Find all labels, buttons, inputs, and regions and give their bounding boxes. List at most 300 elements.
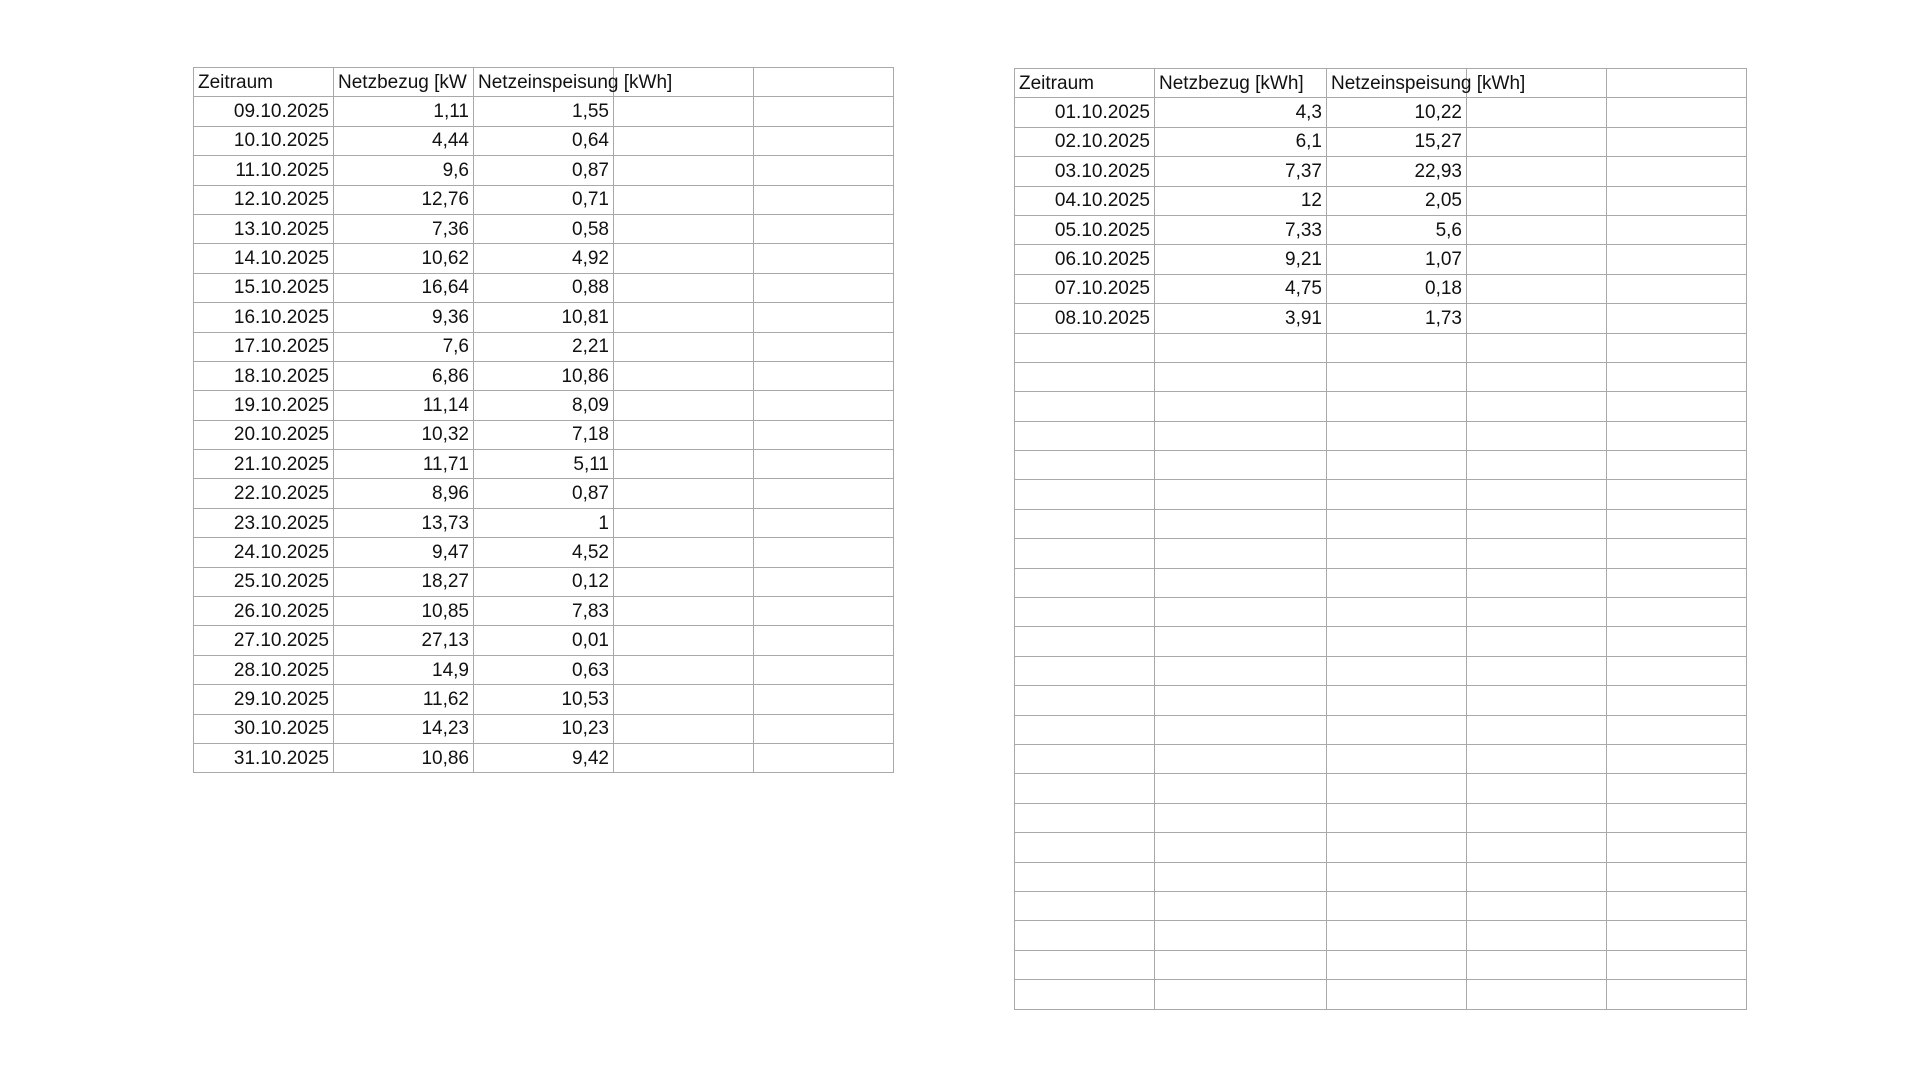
empty-cell[interactable] xyxy=(1155,862,1327,891)
table-cell[interactable]: 11,71 xyxy=(334,450,474,479)
empty-cell[interactable] xyxy=(1327,333,1467,362)
header-cell-1[interactable] xyxy=(1015,69,1155,98)
table-row xyxy=(1015,215,1747,244)
table-cell[interactable] xyxy=(614,156,754,185)
table-cell[interactable] xyxy=(1467,304,1607,333)
table-cell[interactable]: 03.10.2025 xyxy=(1015,157,1155,186)
empty-cell[interactable] xyxy=(1327,539,1467,568)
table-cell[interactable]: 5,11 xyxy=(474,450,614,479)
table-cell[interactable] xyxy=(754,538,894,567)
table-cell[interactable]: 11.10.2025 xyxy=(194,156,334,185)
table-cell[interactable]: 19.10.2025 xyxy=(194,391,334,420)
empty-cell[interactable] xyxy=(1327,950,1467,979)
table-cell[interactable]: 10,32 xyxy=(334,420,474,449)
empty-cell[interactable] xyxy=(1467,539,1607,568)
empty-cell[interactable] xyxy=(1155,980,1327,1009)
table-cell[interactable]: 5,6 xyxy=(1327,215,1467,244)
table-cell[interactable]: 31.10.2025 xyxy=(194,743,334,772)
empty-cell[interactable] xyxy=(1327,392,1467,421)
table-cell[interactable]: 17.10.2025 xyxy=(194,332,334,361)
table-row xyxy=(194,597,894,626)
table-cell[interactable]: 25.10.2025 xyxy=(194,567,334,596)
empty-cell[interactable] xyxy=(1467,921,1607,950)
table-cell[interactable]: 9,47 xyxy=(334,538,474,567)
empty-cell[interactable] xyxy=(1467,980,1607,1009)
table-cell[interactable]: 0,71 xyxy=(474,185,614,214)
table-cell[interactable]: 12,76 xyxy=(334,185,474,214)
empty-cell[interactable] xyxy=(1015,480,1155,509)
table-cell[interactable] xyxy=(754,655,894,684)
empty-cell[interactable] xyxy=(1015,568,1155,597)
empty-row xyxy=(1015,568,1747,597)
table-cell[interactable] xyxy=(614,185,754,214)
empty-cell[interactable] xyxy=(1467,862,1607,891)
table-cell[interactable] xyxy=(1607,157,1747,186)
empty-cell[interactable] xyxy=(1607,627,1747,656)
table-cell[interactable] xyxy=(1467,215,1607,244)
table-cell[interactable] xyxy=(754,303,894,332)
empty-cell[interactable] xyxy=(1015,451,1155,480)
empty-cell[interactable] xyxy=(1015,921,1155,950)
empty-row xyxy=(1015,803,1747,832)
table-cell[interactable] xyxy=(754,714,894,743)
table-cell[interactable] xyxy=(614,214,754,243)
empty-cell[interactable] xyxy=(1327,744,1467,773)
table-cell[interactable]: 10,53 xyxy=(474,685,614,714)
table-cell[interactable]: 8,09 xyxy=(474,391,614,420)
empty-row xyxy=(1015,744,1747,773)
empty-cell[interactable] xyxy=(1155,598,1327,627)
empty-row xyxy=(1015,715,1747,744)
table-cell[interactable]: 02.10.2025 xyxy=(1015,127,1155,156)
empty-cell[interactable] xyxy=(1607,774,1747,803)
empty-cell[interactable] xyxy=(1015,333,1155,362)
empty-cell[interactable] xyxy=(1467,392,1607,421)
table-cell[interactable] xyxy=(1607,215,1747,244)
table-cell[interactable]: 6,86 xyxy=(334,361,474,390)
table-cell[interactable] xyxy=(614,714,754,743)
empty-cell[interactable] xyxy=(1327,627,1467,656)
table-cell[interactable]: 12.10.2025 xyxy=(194,185,334,214)
header-label: Netzbezug [kW xyxy=(338,71,467,93)
table-cell[interactable] xyxy=(614,508,754,537)
table-cell[interactable]: 20.10.2025 xyxy=(194,420,334,449)
empty-cell[interactable] xyxy=(1015,598,1155,627)
empty-cell[interactable] xyxy=(1155,803,1327,832)
empty-cell[interactable] xyxy=(1607,539,1747,568)
table-cell[interactable] xyxy=(754,479,894,508)
table-cell[interactable] xyxy=(754,626,894,655)
table-cell[interactable]: 1,11 xyxy=(334,97,474,126)
empty-cell[interactable] xyxy=(1155,333,1327,362)
table-cell[interactable] xyxy=(754,244,894,273)
empty-cell[interactable] xyxy=(1327,568,1467,597)
empty-cell[interactable] xyxy=(1607,451,1747,480)
table-cell[interactable]: 01.10.2025 xyxy=(1015,98,1155,127)
empty-cell[interactable] xyxy=(1155,480,1327,509)
table-cell[interactable]: 23.10.2025 xyxy=(194,508,334,537)
empty-cell[interactable] xyxy=(1155,568,1327,597)
empty-cell[interactable] xyxy=(1467,509,1607,538)
table-cell[interactable]: 4,3 xyxy=(1155,98,1327,127)
table-cell[interactable] xyxy=(614,361,754,390)
table-cell[interactable]: 10,23 xyxy=(474,714,614,743)
empty-cell[interactable] xyxy=(1155,451,1327,480)
empty-cell[interactable] xyxy=(1327,598,1467,627)
empty-cell[interactable] xyxy=(1015,803,1155,832)
table-cell[interactable]: 0,01 xyxy=(474,626,614,655)
table-cell[interactable]: 8,96 xyxy=(334,479,474,508)
empty-cell[interactable] xyxy=(1467,833,1607,862)
table-cell[interactable]: 4,44 xyxy=(334,126,474,155)
empty-cell[interactable] xyxy=(1015,509,1155,538)
empty-cell[interactable] xyxy=(1155,715,1327,744)
table-cell[interactable]: 7,33 xyxy=(1155,215,1327,244)
table-cell[interactable]: 3,91 xyxy=(1155,304,1327,333)
empty-cell[interactable] xyxy=(1467,451,1607,480)
table-cell[interactable] xyxy=(754,450,894,479)
table-cell[interactable] xyxy=(614,567,754,596)
empty-cell[interactable] xyxy=(1327,891,1467,920)
table-cell[interactable]: 05.10.2025 xyxy=(1015,215,1155,244)
table-cell[interactable] xyxy=(754,156,894,185)
empty-cell[interactable] xyxy=(1015,362,1155,391)
table-cell[interactable]: 12 xyxy=(1155,186,1327,215)
table-cell[interactable]: 7,6 xyxy=(334,332,474,361)
table-cell[interactable]: 4,75 xyxy=(1155,274,1327,303)
empty-cell[interactable] xyxy=(1155,833,1327,862)
empty-cell[interactable] xyxy=(1467,686,1607,715)
empty-cell[interactable] xyxy=(1015,686,1155,715)
table-cell[interactable]: 14,23 xyxy=(334,714,474,743)
empty-cell[interactable] xyxy=(1467,333,1607,362)
table-cell[interactable] xyxy=(614,655,754,684)
table-cell[interactable]: 7,18 xyxy=(474,420,614,449)
table-cell[interactable]: 0,58 xyxy=(474,214,614,243)
table-cell[interactable] xyxy=(1607,127,1747,156)
empty-cell[interactable] xyxy=(1607,950,1747,979)
table-cell[interactable] xyxy=(614,538,754,567)
empty-cell[interactable] xyxy=(1327,362,1467,391)
table-cell[interactable]: 6,1 xyxy=(1155,127,1327,156)
table-cell[interactable] xyxy=(614,450,754,479)
table-cell[interactable] xyxy=(754,214,894,243)
empty-cell[interactable] xyxy=(1607,509,1747,538)
table-cell[interactable] xyxy=(614,97,754,126)
table-cell[interactable]: 30.10.2025 xyxy=(194,714,334,743)
header-cell-5[interactable] xyxy=(754,68,894,97)
empty-cell[interactable] xyxy=(1155,539,1327,568)
table-cell[interactable] xyxy=(754,420,894,449)
table-cell[interactable]: 11,14 xyxy=(334,391,474,420)
empty-cell[interactable] xyxy=(1467,950,1607,979)
empty-cell[interactable] xyxy=(1015,950,1155,979)
table-cell[interactable]: 4,52 xyxy=(474,538,614,567)
table-cell[interactable]: 10,86 xyxy=(474,361,614,390)
table-cell[interactable] xyxy=(1467,127,1607,156)
empty-cell[interactable] xyxy=(1155,921,1327,950)
table-row xyxy=(194,655,894,684)
empty-cell[interactable] xyxy=(1467,803,1607,832)
empty-cell[interactable] xyxy=(1467,627,1607,656)
empty-cell[interactable] xyxy=(1327,774,1467,803)
table-cell[interactable]: 1,07 xyxy=(1327,245,1467,274)
table-cell[interactable]: 14,9 xyxy=(334,655,474,684)
table-cell[interactable]: 04.10.2025 xyxy=(1015,186,1155,215)
table-cell[interactable] xyxy=(1467,274,1607,303)
empty-row xyxy=(1015,509,1747,538)
empty-cell[interactable] xyxy=(1155,509,1327,538)
empty-cell[interactable] xyxy=(1015,392,1155,421)
empty-cell[interactable] xyxy=(1155,744,1327,773)
empty-cell[interactable] xyxy=(1327,451,1467,480)
empty-cell[interactable] xyxy=(1155,656,1327,685)
table-cell[interactable] xyxy=(754,361,894,390)
table-cell[interactable]: 24.10.2025 xyxy=(194,538,334,567)
table-cell[interactable] xyxy=(1467,157,1607,186)
table-cell[interactable]: 22.10.2025 xyxy=(194,479,334,508)
table-cell[interactable] xyxy=(754,391,894,420)
empty-cell[interactable] xyxy=(1467,480,1607,509)
empty-cell[interactable] xyxy=(1327,803,1467,832)
empty-cell[interactable] xyxy=(1327,980,1467,1009)
table-cell[interactable]: 16,64 xyxy=(334,273,474,302)
empty-cell[interactable] xyxy=(1467,598,1607,627)
empty-cell[interactable] xyxy=(1327,480,1467,509)
empty-cell[interactable] xyxy=(1015,833,1155,862)
spreadsheet-table-right xyxy=(1014,68,1747,1010)
table-cell[interactable]: 2,21 xyxy=(474,332,614,361)
table-cell[interactable]: 1 xyxy=(474,508,614,537)
empty-cell[interactable] xyxy=(1155,950,1327,979)
table-cell[interactable]: 9,36 xyxy=(334,303,474,332)
table-cell[interactable] xyxy=(1607,274,1747,303)
table-cell[interactable]: 09.10.2025 xyxy=(194,97,334,126)
table-cell[interactable]: 0,18 xyxy=(1327,274,1467,303)
table-cell[interactable]: 07.10.2025 xyxy=(1015,274,1155,303)
table-cell[interactable]: 13,73 xyxy=(334,508,474,537)
empty-row xyxy=(1015,921,1747,950)
table-cell[interactable] xyxy=(614,273,754,302)
header-cell-2[interactable] xyxy=(334,68,474,97)
empty-cell[interactable] xyxy=(1327,921,1467,950)
table-cell[interactable] xyxy=(614,743,754,772)
empty-cell[interactable] xyxy=(1327,833,1467,862)
table-cell[interactable]: 0,87 xyxy=(474,479,614,508)
empty-cell[interactable] xyxy=(1327,715,1467,744)
table-cell[interactable]: 16.10.2025 xyxy=(194,303,334,332)
table-cell[interactable] xyxy=(614,303,754,332)
empty-cell[interactable] xyxy=(1015,656,1155,685)
table-cell[interactable]: 22,93 xyxy=(1327,157,1467,186)
table-cell[interactable]: 15,27 xyxy=(1327,127,1467,156)
empty-cell[interactable] xyxy=(1467,744,1607,773)
empty-cell[interactable] xyxy=(1327,421,1467,450)
table-cell[interactable] xyxy=(754,508,894,537)
table-cell[interactable] xyxy=(754,567,894,596)
empty-cell[interactable] xyxy=(1467,715,1607,744)
table-cell[interactable] xyxy=(1607,98,1747,127)
table-cell[interactable]: 15.10.2025 xyxy=(194,273,334,302)
table-cell[interactable] xyxy=(754,273,894,302)
empty-cell[interactable] xyxy=(1015,421,1155,450)
table-cell[interactable]: 0,12 xyxy=(474,567,614,596)
table-cell[interactable]: 06.10.2025 xyxy=(1015,245,1155,274)
empty-cell[interactable] xyxy=(1467,656,1607,685)
table-cell[interactable]: 10,62 xyxy=(334,244,474,273)
table-cell[interactable]: 10,86 xyxy=(334,743,474,772)
header-cell-3[interactable] xyxy=(1327,69,1526,98)
table-cell[interactable]: 27,13 xyxy=(334,626,474,655)
table-cell[interactable] xyxy=(614,332,754,361)
empty-cell[interactable] xyxy=(1015,627,1155,656)
empty-cell[interactable] xyxy=(1607,392,1747,421)
empty-cell[interactable] xyxy=(1467,774,1607,803)
table-cell[interactable]: 18,27 xyxy=(334,567,474,596)
header-cell-1[interactable] xyxy=(194,68,334,97)
table-cell[interactable]: 14.10.2025 xyxy=(194,244,334,273)
empty-cell[interactable] xyxy=(1607,421,1747,450)
table-row xyxy=(194,97,894,126)
header-cell-5[interactable] xyxy=(1607,69,1747,98)
table-cell[interactable] xyxy=(1467,245,1607,274)
empty-cell[interactable] xyxy=(1155,774,1327,803)
table-cell[interactable]: 18.10.2025 xyxy=(194,361,334,390)
table-cell[interactable]: 9,42 xyxy=(474,743,614,772)
empty-cell[interactable] xyxy=(1467,362,1607,391)
table-cell[interactable]: 08.10.2025 xyxy=(1015,304,1155,333)
table-cell[interactable]: 28.10.2025 xyxy=(194,655,334,684)
table-cell[interactable]: 2,05 xyxy=(1327,186,1467,215)
table-cell[interactable]: 27.10.2025 xyxy=(194,626,334,655)
empty-cell[interactable] xyxy=(1607,744,1747,773)
table-cell[interactable] xyxy=(754,185,894,214)
header-row xyxy=(194,68,894,97)
empty-row xyxy=(1015,891,1747,920)
table-cell[interactable] xyxy=(754,597,894,626)
table-cell[interactable]: 1,73 xyxy=(1327,304,1467,333)
table-row xyxy=(194,273,894,302)
table-cell[interactable]: 13.10.2025 xyxy=(194,214,334,243)
table-cell[interactable]: 0,88 xyxy=(474,273,614,302)
table-cell[interactable] xyxy=(614,479,754,508)
table-cell[interactable] xyxy=(1607,186,1747,215)
table-cell[interactable]: 10,85 xyxy=(334,597,474,626)
table-cell[interactable] xyxy=(614,597,754,626)
empty-cell[interactable] xyxy=(1155,421,1327,450)
empty-cell[interactable] xyxy=(1607,891,1747,920)
table-cell[interactable]: 26.10.2025 xyxy=(194,597,334,626)
empty-cell[interactable] xyxy=(1015,774,1155,803)
table-cell[interactable]: 10,22 xyxy=(1327,98,1467,127)
table-cell[interactable] xyxy=(614,244,754,273)
empty-cell[interactable] xyxy=(1607,362,1747,391)
table-cell[interactable]: 7,37 xyxy=(1155,157,1327,186)
table-cell[interactable] xyxy=(1607,245,1747,274)
empty-cell[interactable] xyxy=(1607,480,1747,509)
empty-cell[interactable] xyxy=(1015,539,1155,568)
table-cell[interactable]: 0,87 xyxy=(474,156,614,185)
empty-cell[interactable] xyxy=(1467,421,1607,450)
empty-cell[interactable] xyxy=(1607,803,1747,832)
empty-cell[interactable] xyxy=(1155,891,1327,920)
table-cell[interactable]: 10.10.2025 xyxy=(194,126,334,155)
empty-cell[interactable] xyxy=(1607,833,1747,862)
table-cell[interactable]: 10,81 xyxy=(474,303,614,332)
table-cell[interactable] xyxy=(1467,98,1607,127)
empty-cell[interactable] xyxy=(1327,686,1467,715)
table-cell[interactable]: 0,64 xyxy=(474,126,614,155)
empty-cell[interactable] xyxy=(1015,744,1155,773)
table-cell[interactable] xyxy=(754,332,894,361)
empty-cell[interactable] xyxy=(1155,392,1327,421)
table-row xyxy=(1015,274,1747,303)
table-cell[interactable] xyxy=(754,685,894,714)
empty-cell[interactable] xyxy=(1607,862,1747,891)
empty-cell[interactable] xyxy=(1607,598,1747,627)
table-cell[interactable] xyxy=(1467,186,1607,215)
table-cell[interactable] xyxy=(754,126,894,155)
table-cell[interactable]: 7,83 xyxy=(474,597,614,626)
table-cell[interactable]: 7,36 xyxy=(334,214,474,243)
empty-cell[interactable] xyxy=(1327,656,1467,685)
empty-cell[interactable] xyxy=(1015,862,1155,891)
table-cell[interactable]: 1,55 xyxy=(474,97,614,126)
empty-row xyxy=(1015,392,1747,421)
table-cell[interactable]: 0,63 xyxy=(474,655,614,684)
header-cell-2[interactable] xyxy=(1155,69,1327,98)
empty-cell[interactable] xyxy=(1155,362,1327,391)
table-row xyxy=(194,214,894,243)
header-cell-3[interactable] xyxy=(474,68,673,97)
empty-cell[interactable] xyxy=(1015,891,1155,920)
table-cell[interactable] xyxy=(754,743,894,772)
empty-cell[interactable] xyxy=(1155,686,1327,715)
table-row xyxy=(194,126,894,155)
empty-cell[interactable] xyxy=(1607,980,1747,1009)
empty-cell[interactable] xyxy=(1327,509,1467,538)
table-cell[interactable]: 4,92 xyxy=(474,244,614,273)
table-cell[interactable]: 21.10.2025 xyxy=(194,450,334,479)
table-cell[interactable] xyxy=(1607,304,1747,333)
empty-row xyxy=(1015,627,1747,656)
table-cell[interactable] xyxy=(614,391,754,420)
table-row xyxy=(194,332,894,361)
table-cell[interactable]: 11,62 xyxy=(334,685,474,714)
empty-cell[interactable] xyxy=(1155,627,1327,656)
empty-cell[interactable] xyxy=(1607,715,1747,744)
empty-cell[interactable] xyxy=(1607,921,1747,950)
table-cell[interactable]: 9,6 xyxy=(334,156,474,185)
empty-cell[interactable] xyxy=(1015,980,1155,1009)
table-cell[interactable] xyxy=(614,420,754,449)
empty-cell[interactable] xyxy=(1327,862,1467,891)
empty-cell[interactable] xyxy=(1607,333,1747,362)
empty-cell[interactable] xyxy=(1607,568,1747,597)
empty-cell[interactable] xyxy=(1467,568,1607,597)
table-row xyxy=(1015,304,1747,333)
table-cell[interactable] xyxy=(754,97,894,126)
table-cell[interactable] xyxy=(614,685,754,714)
table-cell[interactable] xyxy=(614,626,754,655)
empty-cell[interactable] xyxy=(1015,715,1155,744)
table-cell[interactable]: 29.10.2025 xyxy=(194,685,334,714)
empty-cell[interactable] xyxy=(1467,891,1607,920)
empty-cell[interactable] xyxy=(1607,686,1747,715)
empty-cell[interactable] xyxy=(1607,656,1747,685)
table-cell[interactable] xyxy=(614,126,754,155)
table-cell[interactable]: 9,21 xyxy=(1155,245,1327,274)
